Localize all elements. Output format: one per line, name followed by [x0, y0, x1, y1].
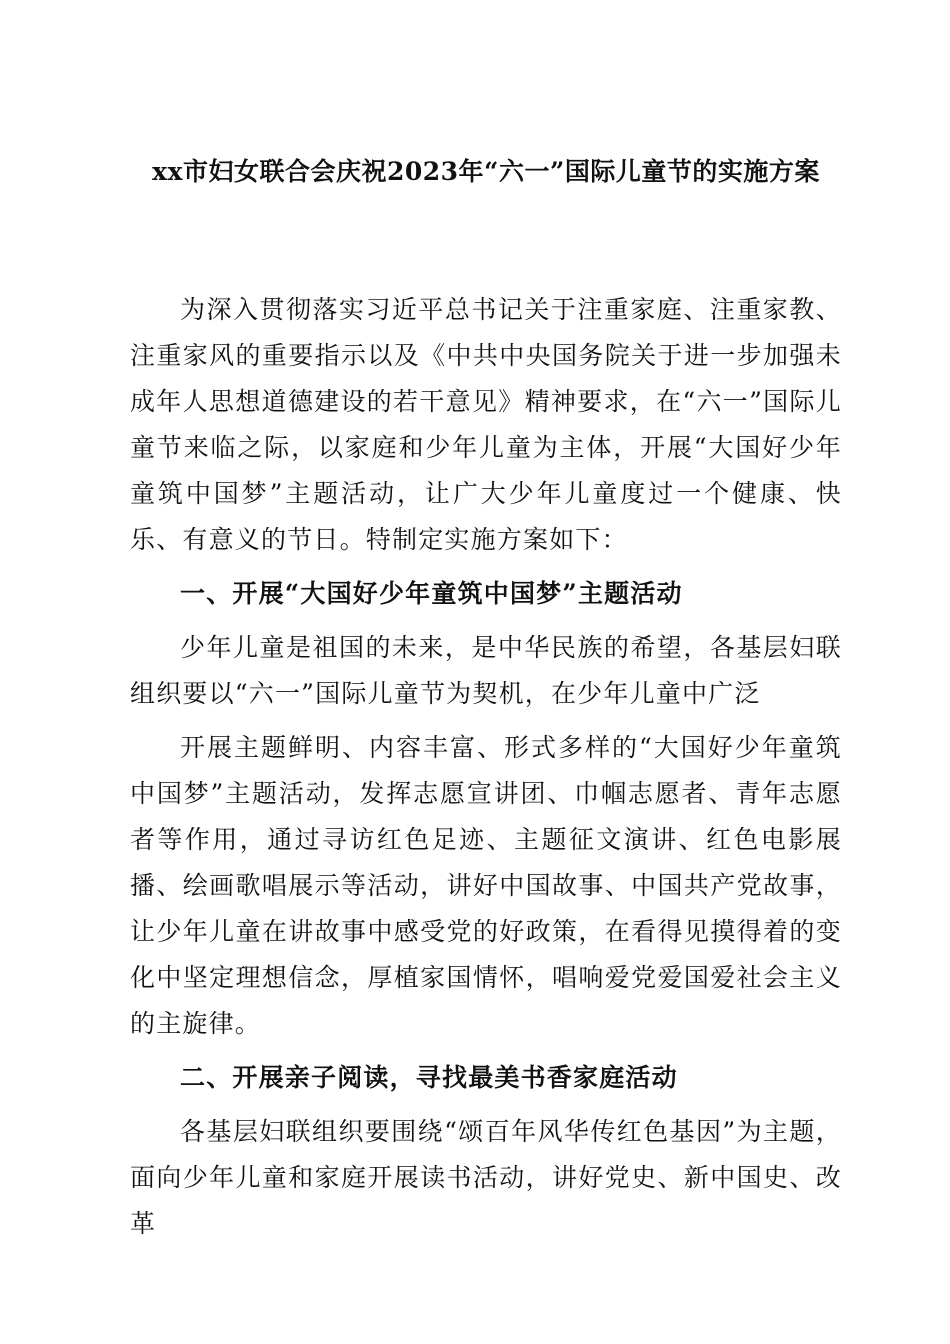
document-title: xx市妇女联合会庆祝2023年“六一”国际儿童节的实施方案 — [152, 157, 820, 186]
section-1-paragraph-1: 少年儿童是祖国的未来，是中华民族的希望，各基层妇联组织要以“六一”国际儿童节为契机，在少年儿童中广泛 — [130, 633, 842, 708]
section-1-heading: 一、开展“大国好少年童筑中国梦”主题活动 — [180, 579, 683, 608]
section-1-paragraph-2: 开展主题鲜明、内容丰富、形式多样的“大国好少年童筑中国梦”主题活动，发挥志愿宣讲团、巾帼志愿者、青年志愿者等作用，通过寻访红色足迹、主题征文演讲、红色电影展播、绘画歌唱展示等活动，讲好中国故事、中国共产党故事，让少年儿童在讲故事中感受党的好政策，在看得见摸得着的变化中坚定理想信念，厚植家国情怀，唱响爱党爱国爱社会主义的主旋律。 — [130, 733, 842, 1038]
document-body — [130, 287, 842, 1247]
section-2-paragraph-1: 各基层妇联组织要围绕“颂百年风华传红色基因”为主题，面向少年儿童和家庭开展读书活动，讲好党史、新中国史、改革 — [130, 1117, 842, 1238]
section-2-heading: 二、开展亲子阅读，寻找最美书香家庭活动 — [180, 1063, 678, 1092]
intro-paragraph: 为深入贯彻落实习近平总书记关于注重家庭、注重家教、注重家风的重要指示以及《中共中央国务院关于进一步加强未成年人思想道德建设的若干意见》精神要求，在“六一”国际儿童节来临之际，以家庭和少年儿童为主体，开展“大国好少年童筑中国梦”主题活动，让广大少年儿童度过一个健康、快乐、有意义的节日。特制定实施方案如下： — [130, 295, 842, 554]
